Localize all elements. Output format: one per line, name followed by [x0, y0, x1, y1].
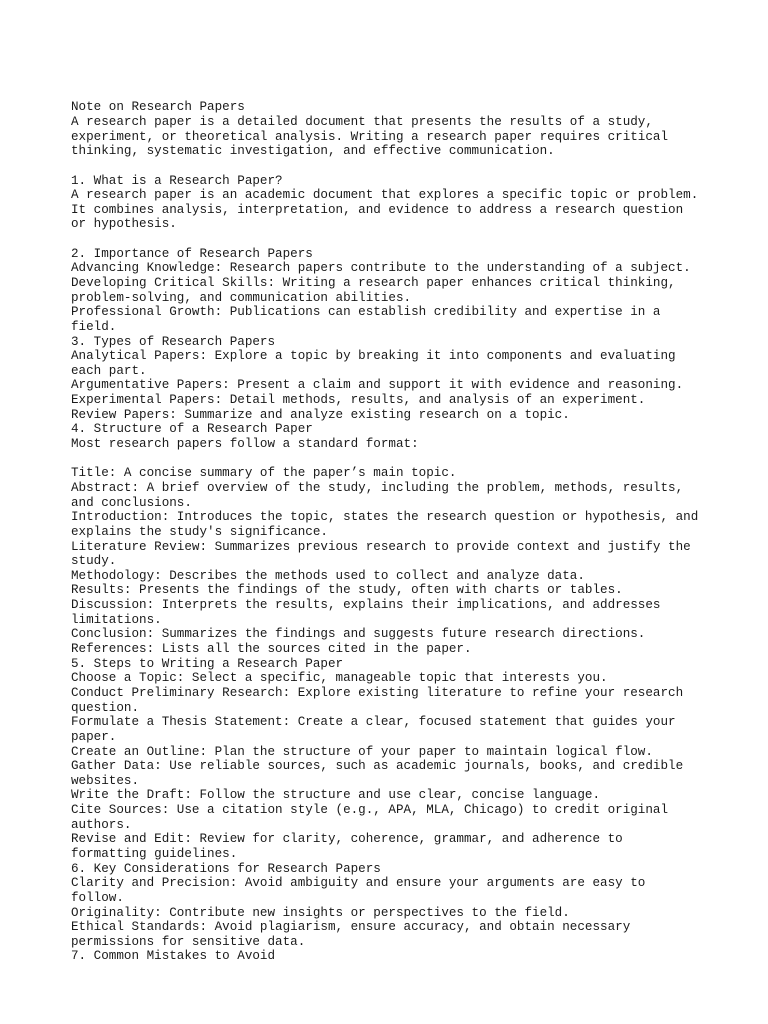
document-line: Argumentative Papers: Present a claim and support it with evidence and reasoning.	[71, 378, 684, 393]
document-line: Originality: Contribute new insights or perspectives to the field.	[71, 905, 570, 920]
document-line: A research paper is an academic document that explores a specific topic or problem.	[71, 188, 699, 203]
document-line: A research paper is a detailed document that presents the results of a study,	[71, 114, 653, 129]
document-line: Analytical Papers: Explore a topic by breaking it into components and evaluating	[71, 349, 676, 364]
document-line: Gather Data: Use reliable sources, such as academic journals, books, and credible	[71, 759, 684, 774]
document-line: Most research papers follow a standard format:	[71, 437, 419, 452]
document-line: 4. Structure of a Research Paper	[71, 422, 313, 437]
document-line: Professional Growth: Publications can establish credibility and expertise in a	[71, 305, 661, 320]
document-line: Write the Draft: Follow the structure and use clear, concise language.	[71, 788, 601, 803]
document-line: Abstract: A brief overview of the study, including the problem, methods, results,	[71, 480, 684, 495]
document-line: formatting guidelines.	[71, 846, 238, 861]
document-line: Methodology: Describes the methods used to collect and analyze data.	[71, 568, 585, 583]
document-line	[71, 232, 711, 247]
document-line: Clarity and Precision: Avoid ambiguity and ensure your arguments are easy to	[71, 876, 646, 891]
document-line: limitations.	[71, 612, 162, 627]
document-line: Advancing Knowledge: Research papers contribute to the understanding of a subject.	[71, 261, 691, 276]
document-line: explains the study's significance.	[71, 524, 328, 539]
document-line: Revise and Edit: Review for clarity, coherence, grammar, and adherence to	[71, 832, 623, 847]
document-line: thinking, systematic investigation, and effective communication.	[71, 144, 555, 159]
document-line: Review Papers: Summarize and analyze existing research on a topic.	[71, 407, 570, 422]
document-line: follow.	[71, 890, 124, 905]
document-line: problem-solving, and communication abilities.	[71, 290, 412, 305]
document-line: 1. What is a Research Paper?	[71, 173, 283, 188]
document-line: 5. Steps to Writing a Research Paper	[71, 656, 344, 671]
document-line: Title: A concise summary of the paper’s main topic.	[71, 466, 457, 481]
document-line	[71, 452, 711, 467]
document-line: Literature Review: Summarizes previous research to provide context and justify the	[71, 539, 691, 554]
document-line: paper.	[71, 729, 117, 744]
document-line: each part.	[71, 363, 147, 378]
document-line: study.	[71, 554, 117, 569]
document-line: 3. Types of Research Papers	[71, 334, 276, 349]
document-line: question.	[71, 700, 140, 715]
document-line: Introduction: Introduces the topic, states the research question or hypothesis, and	[71, 510, 699, 525]
document-line: Discussion: Interprets the results, explains their implications, and addresses	[71, 598, 661, 613]
document-line: Ethical Standards: Avoid plagiarism, ensure accuracy, and obtain necessary	[71, 920, 631, 935]
document-line: 7. Common Mistakes to Avoid	[71, 949, 276, 964]
document-line: field.	[71, 319, 117, 334]
document-line: Developing Critical Skills: Writing a research paper enhances critical thinking,	[71, 276, 676, 290]
document-line: or hypothesis.	[71, 217, 177, 232]
document-line: Conclusion: Summarizes the findings and suggests future research directions.	[71, 627, 646, 642]
document-line: Results: Presents the findings of the study, often with charts or tables.	[71, 583, 623, 598]
document-line: It combines analysis, interpretation, and evidence to address a research question	[71, 202, 684, 217]
document-line: experiment, or theoretical analysis. Writing a research paper requires critical	[71, 129, 669, 144]
document-line	[71, 159, 711, 174]
document-line: Cite Sources: Use a citation style (e.g., APA, MLA, Chicago) to credit original	[71, 803, 669, 818]
document-line: authors.	[71, 817, 132, 832]
document-line: References: Lists all the sources cited in the paper.	[71, 642, 472, 657]
document-line: 2. Importance of Research Papers	[71, 246, 313, 261]
document-line: Formulate a Thesis Statement: Create a clear, focused statement that guides your	[71, 715, 676, 730]
document-line: Conduct Preliminary Research: Explore existing literature to refine your research	[71, 685, 684, 700]
document-page	[71, 71, 711, 964]
document-line: and conclusions.	[71, 495, 192, 510]
document-line: Note on Research Papers	[71, 100, 245, 115]
document-line: websites.	[71, 773, 140, 788]
document-line: Choose a Topic: Select a specific, manageable topic that interests you.	[71, 671, 608, 686]
document-line: 6. Key Considerations for Research Papers	[71, 861, 381, 876]
document-line: permissions for sensitive data.	[71, 934, 306, 949]
document-line: Create an Outline: Plan the structure of your paper to maintain logical flow.	[71, 744, 653, 759]
document-line: Experimental Papers: Detail methods, results, and analysis of an experiment.	[71, 393, 646, 408]
